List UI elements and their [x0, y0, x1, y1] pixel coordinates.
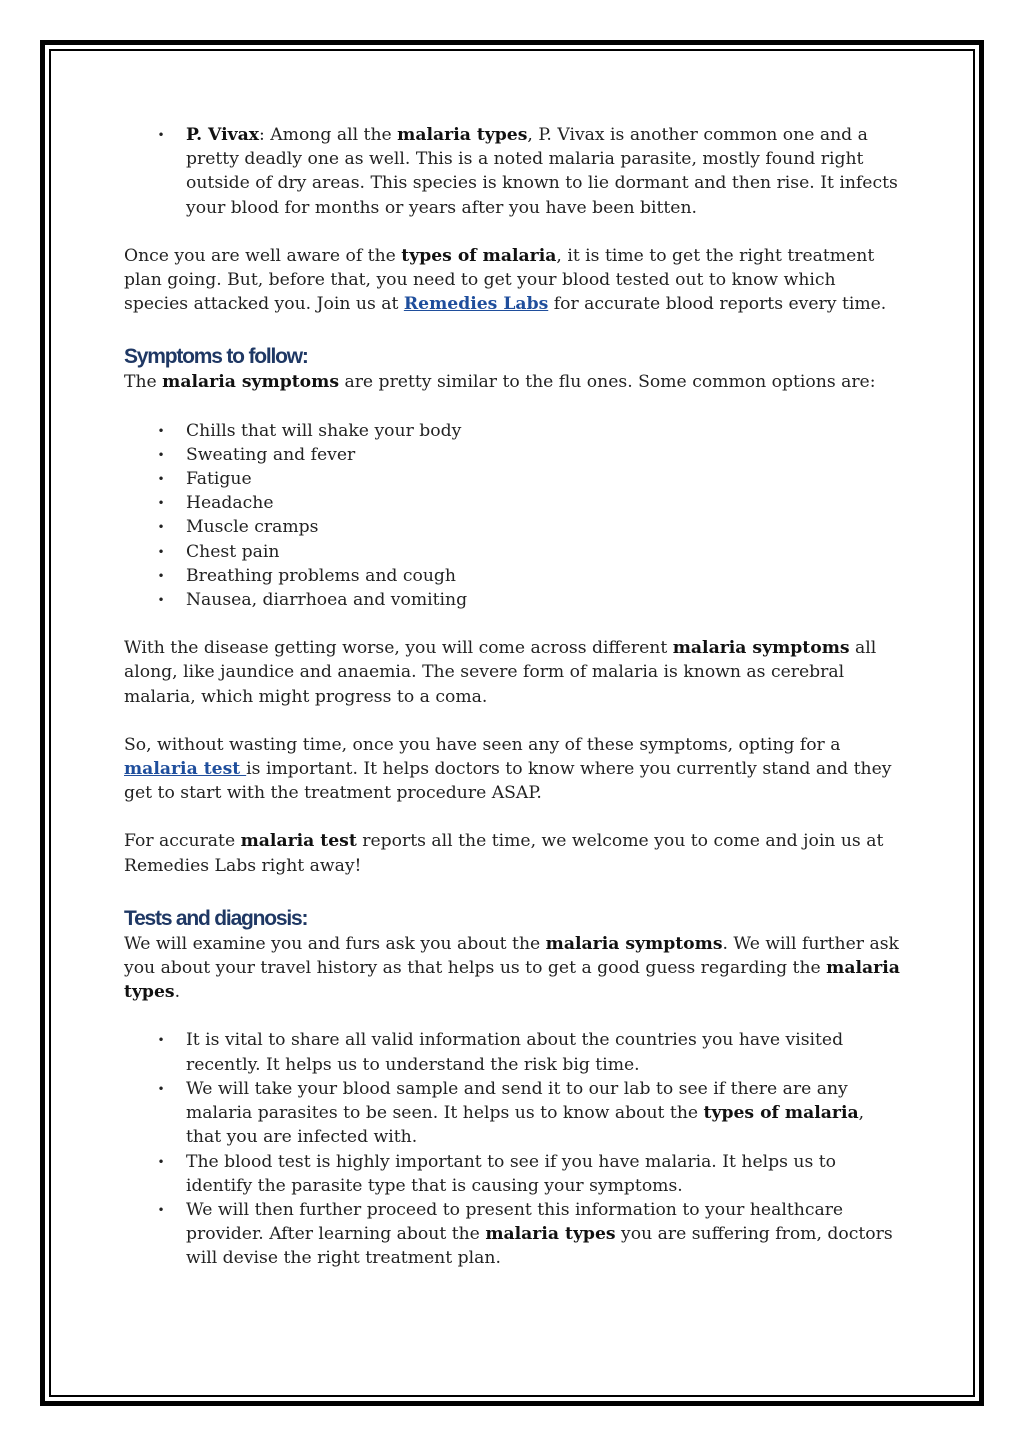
list-item: • Nausea, diarrhoea and vomiting	[124, 588, 904, 612]
section-heading-symptoms: Symptoms to follow:	[124, 345, 308, 369]
bullet-icon: •	[157, 472, 165, 487]
list-item: • The blood test is highly important to see if you have malaria. It helps us to identify the parasite type that is causing your symptoms.	[157, 1151, 837, 1196]
list-item: • We will take your blood sample and send it to our lab to see if there are any malaria parasites to be seen. It helps us to know about the types of malaria, that you are infected with.	[157, 1078, 865, 1148]
bullet-icon: •	[157, 544, 165, 559]
list-item: • Breathing problems and cough	[124, 564, 904, 588]
bullet-icon: •	[157, 496, 165, 511]
list-item: • We will then further proceed to present this information to your healthcare provider. After learning about the malaria types you are suffering from, doctors will devise the right treatment plan.	[157, 1199, 893, 1269]
list-item: • Chills that will shake your body	[124, 419, 904, 443]
bullet-icon: •	[157, 1154, 165, 1169]
bullet-icon: •	[157, 1033, 165, 1048]
symptoms-list	[124, 419, 904, 613]
list-item: • Muscle cramps	[124, 515, 904, 539]
bullet-icon: •	[157, 568, 165, 583]
bullet-icon: •	[157, 520, 165, 535]
remedies-labs-link[interactable]: Remedies Labs	[403, 294, 549, 315]
paragraph: We will examine you and furs ask you about the malaria symptoms. We will further ask you about your travel history as that helps us to get a good guess regarding the malaria types.	[124, 933, 900, 1003]
paragraph: Once you are well aware of the types of malaria, it is time to get the right treatment plan going. But, before that, you need to get your blood tested out to know which species attacked you. Join us at Remedies Labs for accurate blood reports every time.	[124, 245, 887, 315]
paragraph: The malaria symptoms are pretty similar to the flu ones. Some common options are:	[124, 372, 876, 393]
bullet-icon: •	[157, 1081, 165, 1096]
paragraph: So, without wasting time, once you have seen any of these symptoms, opting for a malaria test is important. It helps doctors to know where you currently stand and they get to start with the treatment procedure ASAP.	[124, 734, 892, 804]
bullet-icon: •	[157, 447, 165, 462]
bullet-icon: •	[157, 1202, 165, 1217]
list-item: • Chest pain	[124, 540, 904, 564]
vivax-list	[124, 123, 904, 220]
paragraph: With the disease getting worse, you will come across different malaria symptoms all along, like jaundice and anaemia. The severe form of malaria is known as cerebral malaria, which might progress to a coma.	[124, 638, 877, 707]
paragraph: For accurate malaria test reports all the time, we welcome you to come and join us at Remedies Labs right away!	[124, 831, 884, 876]
list-item: • Fatigue	[124, 467, 904, 491]
bullet-icon: •	[157, 423, 165, 438]
list-item: • P. Vivax: Among all the malaria types, P. Vivax is another common one and a pretty deadly one as well. This is a noted malaria parasite, mostly found right outside of dry areas. This species is known to lie dormant and then rise. It infects your blood for months or years after you have been bitten.	[157, 125, 898, 218]
list-item: • Sweating and fever	[124, 443, 904, 467]
list-item: • Headache	[124, 491, 904, 515]
bullet-icon: •	[157, 593, 165, 608]
bullet-icon: •	[157, 128, 165, 142]
document-body	[124, 123, 904, 1271]
tests-list	[124, 1028, 904, 1270]
section-heading-tests: Tests and diagnosis:	[124, 906, 308, 930]
malaria-test-link[interactable]: malaria test	[124, 759, 247, 780]
list-item: • It is vital to share all valid information about the countries you have visited recently. It helps us to understand the risk big time.	[157, 1030, 844, 1075]
